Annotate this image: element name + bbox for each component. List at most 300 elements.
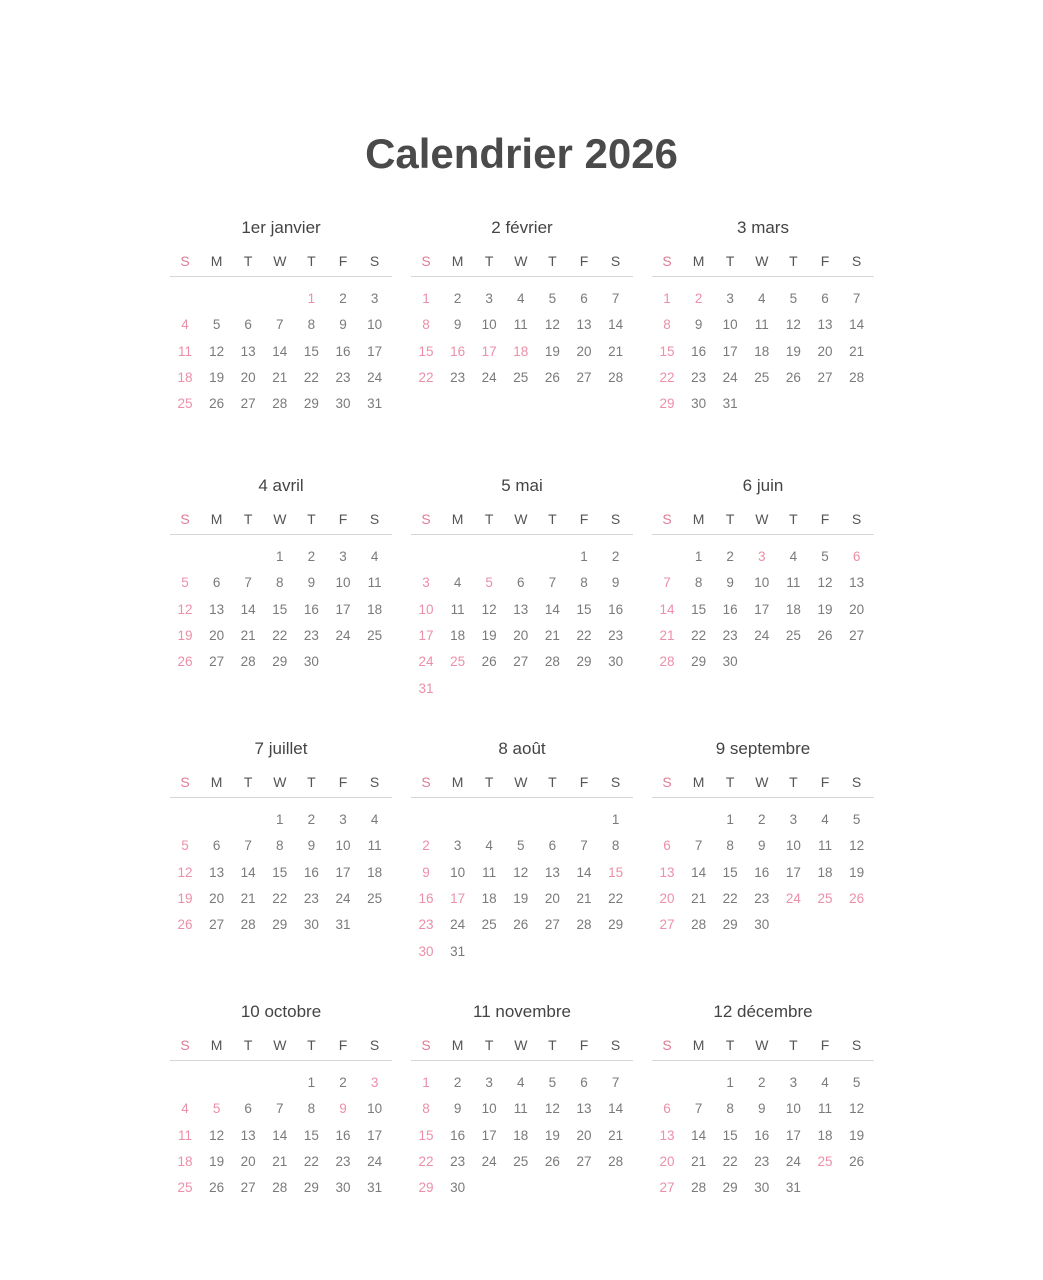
day-cell: 20 — [576, 1127, 592, 1143]
weekday-label: S — [851, 774, 862, 790]
day-cell: 10 — [785, 838, 801, 854]
day-cell: 24 — [418, 654, 434, 670]
day-cell: 1 — [580, 549, 588, 564]
weekday-label: M — [692, 253, 705, 269]
day-cell: 24 — [367, 1153, 383, 1169]
day-cell: 2 — [694, 291, 703, 306]
day-cell: 12 — [817, 575, 833, 591]
weekday-label: M — [451, 1037, 464, 1053]
day-cell: 20 — [240, 369, 256, 385]
weekday-label: S — [610, 774, 621, 790]
weekday-label: W — [514, 774, 528, 790]
day-cell: 12 — [544, 1101, 560, 1117]
day-cell: 20 — [544, 890, 560, 906]
day-cell: 22 — [303, 369, 319, 385]
day-cell: 30 — [335, 396, 351, 412]
day-cell: 30 — [450, 1180, 466, 1196]
weekday-header — [652, 504, 874, 535]
day-cell: 2 — [339, 291, 347, 306]
day-cell: 18 — [754, 343, 770, 359]
day-cell: 5 — [852, 1075, 861, 1090]
day-cell: 30 — [722, 654, 738, 670]
day-cell: 31 — [785, 1180, 801, 1196]
day-cell: 13 — [209, 864, 225, 880]
weekday-label: F — [579, 511, 589, 527]
day-cell: 2 — [726, 549, 734, 564]
day-cell: 9 — [307, 838, 316, 854]
day-cell: 17 — [754, 601, 770, 617]
day-cell: 22 — [608, 890, 624, 906]
day-cell: 1 — [307, 1075, 316, 1090]
day-cell: 29 — [608, 917, 624, 933]
weekday-label: S — [180, 1037, 190, 1053]
day-cell: 11 — [513, 317, 528, 333]
day-cell: 29 — [418, 1180, 434, 1196]
day-cell: 8 — [663, 317, 671, 333]
weekday-label: T — [484, 511, 494, 527]
day-cell: 6 — [244, 1101, 252, 1117]
day-cell: 6 — [212, 838, 221, 854]
day-cell: 13 — [513, 601, 529, 617]
day-cell: 2 — [307, 549, 316, 564]
day-cell: 6 — [852, 549, 861, 564]
month-name: 11 novembre — [473, 1002, 571, 1021]
day-cell: 26 — [177, 654, 193, 670]
day-cell: 24 — [481, 369, 497, 385]
day-cell: 5 — [852, 812, 861, 827]
weekday-label: S — [369, 511, 380, 527]
day-cell: 4 — [758, 291, 766, 306]
day-cell: 5 — [821, 549, 829, 564]
day-cell: 11 — [367, 575, 382, 591]
weekday-label: F — [820, 511, 830, 527]
day-cell: 15 — [722, 1127, 738, 1143]
month-block — [652, 216, 874, 412]
weekday-label: M — [210, 511, 223, 527]
month-name: 1er janvier — [241, 218, 321, 237]
weekday-header — [411, 1030, 633, 1061]
day-cell: 31 — [367, 1180, 383, 1196]
day-cell: 5 — [789, 291, 798, 306]
day-cell: 17 — [367, 1127, 383, 1143]
day-cell: 24 — [754, 627, 770, 643]
day-cell: 25 — [177, 396, 193, 412]
weekday-label: S — [369, 253, 380, 269]
day-cell: 20 — [659, 890, 675, 906]
day-cell: 3 — [453, 838, 462, 854]
day-cell: 15 — [272, 864, 288, 880]
day-cell: 5 — [212, 1101, 221, 1117]
day-cell: 10 — [754, 575, 770, 591]
day-cell: 14 — [691, 1127, 707, 1143]
day-cell: 17 — [335, 864, 351, 880]
day-cell: 31 — [450, 943, 466, 959]
day-cell: 17 — [450, 890, 466, 906]
day-cell: 1 — [422, 1075, 430, 1090]
day-cell: 25 — [367, 627, 383, 643]
day-cell: 27 — [544, 917, 560, 933]
day-cell: 1 — [611, 812, 620, 827]
day-cell: 6 — [548, 838, 557, 854]
weekday-label: F — [338, 774, 348, 790]
day-cell: 28 — [576, 917, 592, 933]
day-cell: 17 — [335, 601, 351, 617]
day-cell: 3 — [370, 291, 379, 306]
weekday-label: F — [338, 511, 348, 527]
day-cell: 17 — [481, 343, 497, 359]
day-cell: 5 — [517, 838, 525, 854]
day-cell: 7 — [852, 291, 861, 306]
day-cell: 3 — [422, 575, 430, 591]
day-cell: 18 — [817, 864, 833, 880]
weekday-label: T — [548, 511, 557, 527]
day-cell: 31 — [418, 680, 434, 696]
weekday-label: S — [421, 1037, 431, 1053]
weekday-label: W — [273, 774, 287, 790]
day-cell: 12 — [481, 601, 497, 617]
day-cell: 4 — [517, 291, 525, 306]
weekday-label: S — [851, 1037, 862, 1053]
day-cell: 12 — [177, 601, 193, 617]
day-cell: 24 — [367, 369, 383, 385]
month-block — [411, 474, 633, 696]
month-block — [652, 1000, 874, 1196]
day-cell: 29 — [303, 1180, 319, 1196]
day-cell: 25 — [367, 890, 383, 906]
day-cell: 11 — [513, 1101, 528, 1117]
day-cell: 12 — [849, 1101, 865, 1117]
weekday-label: M — [451, 511, 464, 527]
day-cell: 30 — [303, 654, 319, 670]
day-cell: 12 — [209, 343, 225, 359]
month-block — [170, 474, 392, 670]
day-cell: 19 — [209, 369, 225, 385]
weekday-header — [411, 767, 633, 798]
day-cell: 28 — [849, 369, 865, 385]
day-cell: 29 — [722, 1180, 738, 1196]
day-cell: 25 — [450, 654, 466, 670]
day-cell: 27 — [240, 396, 256, 412]
day-cell: 4 — [453, 575, 462, 591]
day-cell: 6 — [663, 1101, 671, 1117]
day-cell: 14 — [608, 1101, 624, 1117]
day-cell: 29 — [691, 654, 707, 670]
weekday-label: M — [210, 1037, 223, 1053]
day-cell: 19 — [177, 890, 193, 906]
day-cell: 13 — [659, 864, 675, 880]
day-cell: 4 — [821, 812, 829, 827]
weekday-label: S — [662, 253, 672, 269]
day-cell: 8 — [726, 838, 734, 854]
day-cell: 13 — [240, 343, 256, 359]
day-cell: 13 — [209, 601, 225, 617]
day-cell: 27 — [240, 1180, 256, 1196]
day-cell: 3 — [370, 1075, 379, 1090]
day-cell: 9 — [339, 317, 347, 333]
month-name: 6 juin — [742, 476, 784, 495]
weekday-label: W — [755, 774, 769, 790]
day-cell: 6 — [580, 291, 588, 306]
day-cell: 30 — [691, 396, 707, 412]
day-cell: 27 — [659, 917, 675, 933]
day-cell: 20 — [513, 627, 529, 643]
weekday-header — [170, 504, 392, 535]
day-cell: 1 — [726, 812, 734, 827]
weekday-label: W — [273, 511, 287, 527]
day-cell: 20 — [849, 601, 865, 617]
weekday-header — [411, 246, 633, 277]
day-cell: 21 — [691, 890, 707, 906]
day-cell: 26 — [849, 890, 865, 906]
day-cell: 10 — [335, 838, 351, 854]
day-cell: 6 — [580, 1075, 588, 1090]
day-cell: 9 — [758, 1101, 766, 1117]
day-cell: 24 — [335, 890, 351, 906]
day-cell: 16 — [608, 601, 624, 617]
day-cell: 24 — [450, 917, 466, 933]
day-cell: 5 — [181, 838, 189, 854]
day-cell: 31 — [367, 396, 383, 412]
day-cell: 8 — [276, 838, 284, 854]
day-cell: 15 — [691, 601, 707, 617]
day-cell: 1 — [663, 291, 671, 306]
weekday-label: T — [548, 1037, 557, 1053]
month-block — [170, 737, 392, 933]
day-cell: 28 — [272, 396, 288, 412]
weekday-label: W — [273, 1037, 287, 1053]
page-title: Calendrier 2026 — [365, 130, 678, 177]
month-name: 10 octobre — [240, 1002, 322, 1021]
day-cell: 6 — [821, 291, 829, 306]
month-block — [170, 1000, 392, 1196]
day-cell: 11 — [367, 838, 382, 854]
day-cell: 3 — [485, 1075, 493, 1090]
day-cell: 23 — [754, 890, 770, 906]
day-cell: 11 — [754, 317, 769, 333]
weekday-label: W — [755, 511, 769, 527]
day-cell: 7 — [611, 1075, 620, 1090]
day-cell: 13 — [817, 317, 833, 333]
day-cell: 19 — [817, 601, 833, 617]
weekday-label: S — [851, 253, 862, 269]
day-cell: 19 — [544, 1127, 560, 1143]
day-cell: 26 — [513, 917, 529, 933]
day-cell: 17 — [367, 343, 383, 359]
month-name: 4 avril — [258, 476, 304, 495]
day-cell: 15 — [659, 343, 675, 359]
day-cell: 21 — [544, 627, 560, 643]
day-cell: 16 — [450, 1127, 466, 1143]
day-cell: 23 — [303, 627, 319, 643]
day-cell: 19 — [481, 627, 497, 643]
day-cell: 16 — [335, 1127, 351, 1143]
day-cell: 26 — [177, 917, 193, 933]
day-cell: 1 — [276, 812, 284, 827]
weekday-label: M — [692, 511, 705, 527]
day-cell: 8 — [422, 317, 430, 333]
weekday-label: T — [548, 253, 557, 269]
day-cell: 16 — [335, 343, 351, 359]
day-cell: 7 — [244, 838, 252, 854]
day-cell: 22 — [303, 1153, 319, 1169]
weekday-label: T — [243, 253, 253, 269]
weekday-label: S — [610, 253, 621, 269]
month-name: 7 juillet — [254, 739, 308, 758]
day-cell: 19 — [849, 864, 865, 880]
day-cell: 18 — [367, 864, 383, 880]
day-cell: 16 — [754, 864, 770, 880]
day-cell: 15 — [576, 601, 592, 617]
day-cell: 13 — [240, 1127, 256, 1143]
day-cell: 28 — [608, 369, 624, 385]
day-cell: 20 — [209, 890, 225, 906]
weekday-label: M — [451, 253, 464, 269]
day-cell: 9 — [453, 317, 462, 333]
day-cell: 25 — [785, 627, 801, 643]
day-cell: 31 — [335, 917, 351, 933]
weekday-label: S — [610, 1037, 621, 1053]
day-cell: 21 — [272, 1153, 288, 1169]
day-cell: 20 — [240, 1153, 256, 1169]
day-cell: 12 — [513, 864, 529, 880]
day-cell: 19 — [849, 1127, 865, 1143]
day-cell: 8 — [307, 1101, 316, 1117]
day-cell: 20 — [576, 343, 592, 359]
day-cell: 16 — [303, 601, 319, 617]
day-cell: 14 — [544, 601, 560, 617]
weekday-header — [411, 504, 633, 535]
day-cell: 25 — [481, 917, 497, 933]
day-cell: 27 — [209, 917, 225, 933]
day-cell: 10 — [785, 1101, 801, 1117]
day-cell: 27 — [576, 1153, 592, 1169]
day-cell: 4 — [181, 317, 189, 333]
day-cell: 14 — [576, 864, 592, 880]
month-block — [652, 737, 874, 933]
day-cell: 4 — [370, 549, 379, 564]
day-cell: 25 — [817, 890, 833, 906]
day-cell: 13 — [576, 317, 592, 333]
weekday-header — [170, 246, 392, 277]
day-cell: 25 — [513, 369, 529, 385]
day-cell: 21 — [576, 890, 592, 906]
weekday-label: F — [338, 253, 348, 269]
day-cell: 16 — [754, 1127, 770, 1143]
day-cell: 23 — [450, 1153, 466, 1169]
day-cell: 28 — [691, 917, 707, 933]
weekday-label: S — [662, 511, 672, 527]
weekday-label: F — [820, 1037, 830, 1053]
day-cell: 9 — [422, 864, 430, 880]
day-cell: 8 — [307, 317, 316, 333]
day-cell: 24 — [335, 627, 351, 643]
month-block — [411, 737, 633, 959]
day-cell: 4 — [181, 1101, 189, 1117]
day-cell: 18 — [513, 1127, 529, 1143]
day-cell: 29 — [576, 654, 592, 670]
day-cell: 21 — [240, 627, 256, 643]
day-cell: 27 — [513, 654, 529, 670]
day-cell: 10 — [481, 1101, 497, 1117]
weekday-label: S — [662, 1037, 672, 1053]
day-cell: 16 — [418, 890, 434, 906]
day-cell: 10 — [481, 317, 497, 333]
day-cell: 3 — [789, 812, 798, 827]
day-cell: 26 — [481, 654, 497, 670]
day-cell: 5 — [485, 575, 493, 591]
day-cell: 22 — [659, 369, 675, 385]
weekday-label: W — [273, 253, 287, 269]
day-cell: 11 — [450, 601, 465, 617]
day-cell: 23 — [418, 917, 434, 933]
day-cell: 23 — [722, 627, 738, 643]
weekday-label: S — [610, 511, 621, 527]
day-cell: 19 — [209, 1153, 225, 1169]
day-cell: 30 — [754, 1180, 770, 1196]
day-cell: 9 — [758, 838, 766, 854]
day-cell: 24 — [722, 369, 738, 385]
day-cell: 25 — [817, 1153, 833, 1169]
day-cell: 18 — [367, 601, 383, 617]
day-cell: 15 — [303, 1127, 319, 1143]
day-cell: 17 — [785, 864, 801, 880]
day-cell: 7 — [548, 575, 557, 591]
day-cell: 28 — [691, 1180, 707, 1196]
day-cell: 14 — [240, 864, 256, 880]
day-cell: 26 — [817, 627, 833, 643]
day-cell: 22 — [576, 627, 592, 643]
day-cell: 3 — [789, 1075, 798, 1090]
weekday-label: T — [725, 511, 735, 527]
weekday-label: S — [180, 511, 190, 527]
day-cell: 26 — [209, 1180, 225, 1196]
day-cell: 4 — [485, 838, 493, 854]
day-cell: 4 — [517, 1075, 525, 1090]
day-cell: 2 — [453, 1075, 462, 1090]
weekday-label: T — [307, 1037, 316, 1053]
weekday-label: S — [662, 774, 672, 790]
day-cell: 21 — [608, 343, 624, 359]
weekday-label: M — [210, 774, 223, 790]
month-block — [170, 216, 392, 412]
month-name: 5 mai — [501, 476, 543, 495]
day-cell: 10 — [335, 575, 351, 591]
day-cell: 11 — [482, 864, 497, 880]
day-cell: 21 — [272, 369, 288, 385]
day-cell: 27 — [209, 654, 225, 670]
day-cell: 10 — [450, 864, 466, 880]
day-cell: 7 — [244, 575, 252, 591]
day-cell: 16 — [303, 864, 319, 880]
day-cell: 11 — [817, 1101, 832, 1117]
day-cell: 7 — [611, 291, 620, 306]
day-cell: 8 — [580, 575, 588, 591]
day-cell: 3 — [339, 549, 347, 564]
day-cell: 24 — [785, 1153, 801, 1169]
month-name: 9 septembre — [715, 739, 811, 758]
day-cell: 29 — [272, 917, 288, 933]
day-cell: 30 — [335, 1180, 351, 1196]
weekday-label: S — [180, 253, 190, 269]
day-cell: 28 — [240, 654, 256, 670]
day-cell: 23 — [303, 890, 319, 906]
weekday-header — [652, 767, 874, 798]
day-cell: 21 — [659, 627, 675, 643]
day-cell: 15 — [303, 343, 319, 359]
day-cell: 23 — [608, 627, 624, 643]
day-cell: 25 — [513, 1153, 529, 1169]
day-cell: 28 — [608, 1153, 624, 1169]
